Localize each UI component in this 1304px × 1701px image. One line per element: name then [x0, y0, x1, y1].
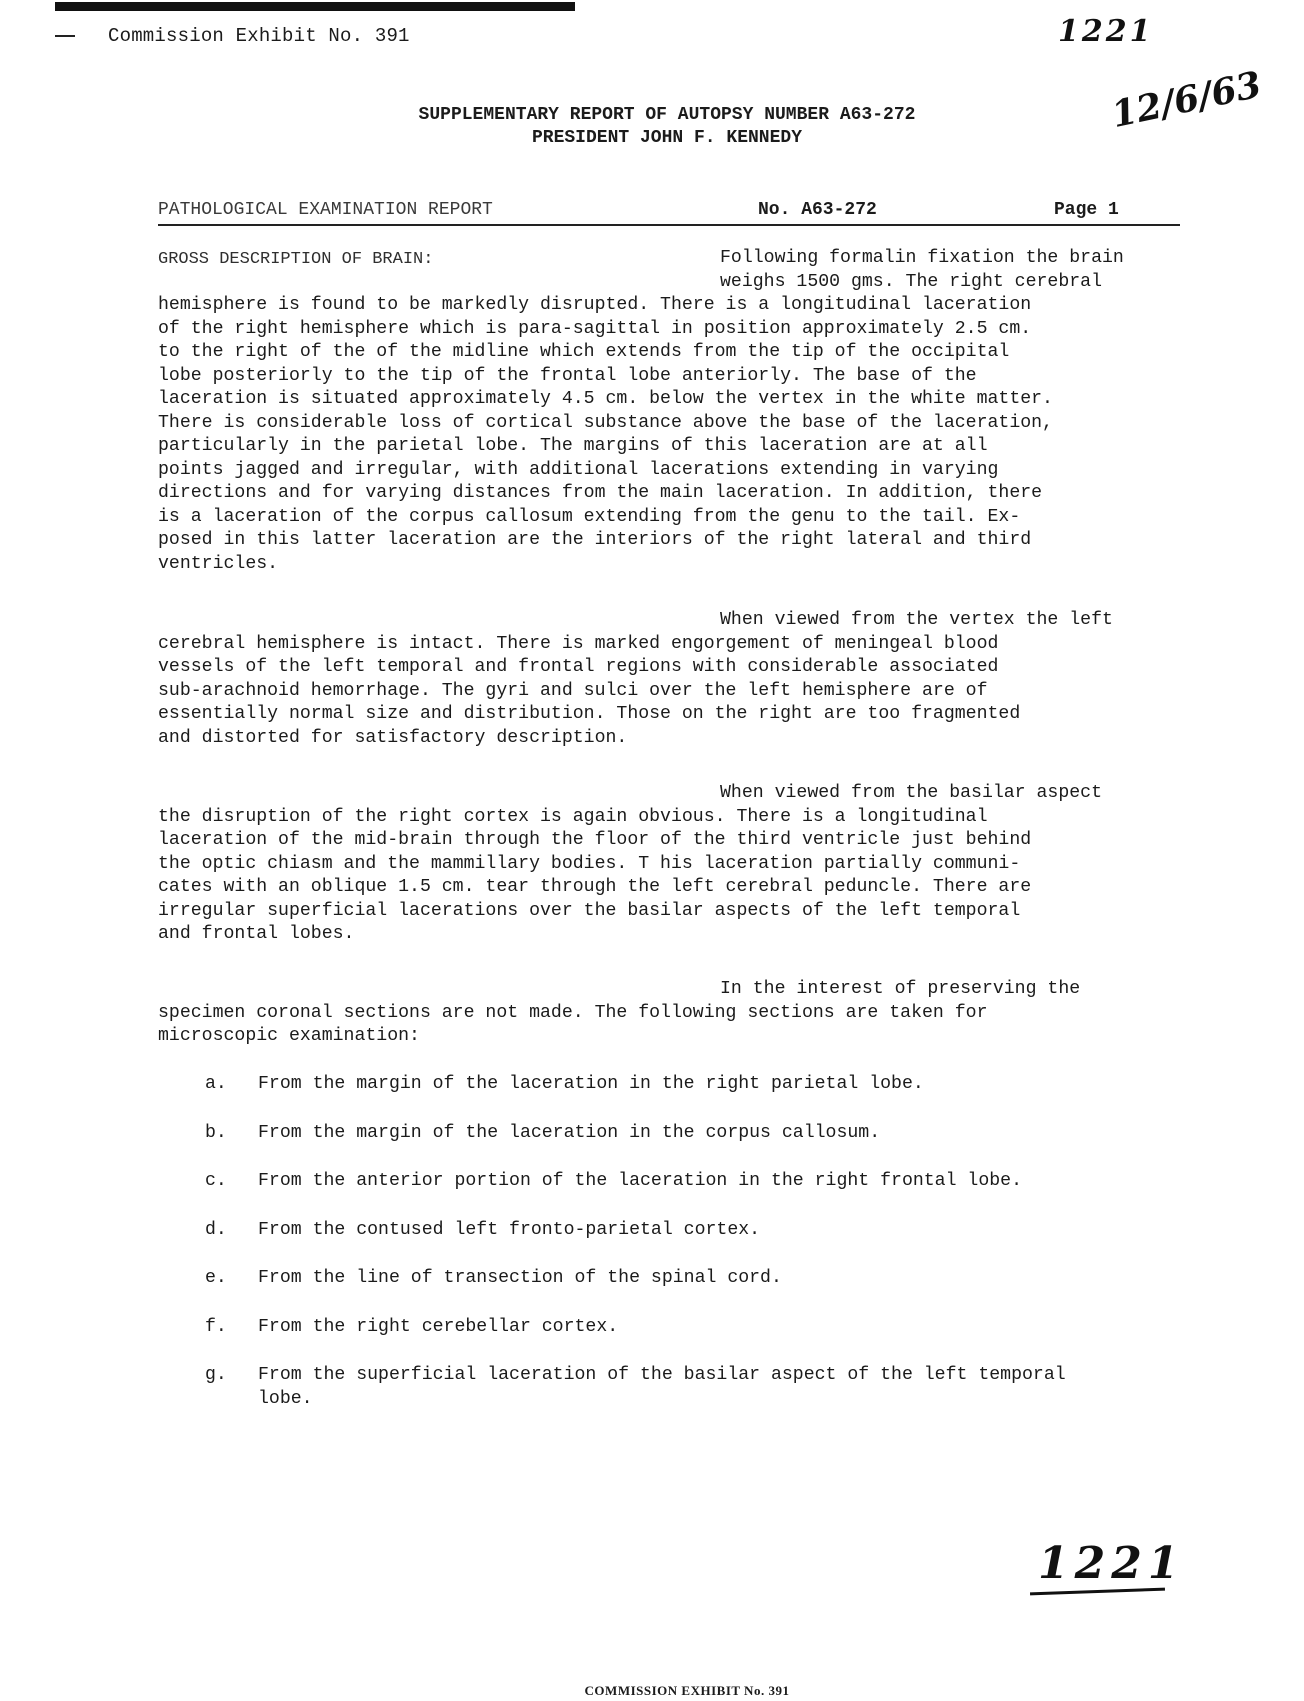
list-item-text: From the superficial laceration of the basilar aspect of the left temporal lobe. [258, 1365, 1066, 1409]
handwritten-page-number-bottom: 1221 [1038, 1538, 1185, 1589]
list-item-letter: b. [205, 1122, 227, 1143]
list-item-letter: a. [205, 1074, 227, 1094]
top-black-bar [55, 2, 575, 11]
paragraph-3 [158, 782, 1183, 947]
paragraph-4 [158, 978, 1183, 1049]
list-item [205, 1073, 1185, 1097]
list-item-text: From the margin of the laceration in the right parietal lobe. [258, 1074, 924, 1094]
handwritten-page-number-top: 1221 [1058, 14, 1154, 49]
list-item [205, 1267, 1185, 1291]
paragraph-2-lead: When viewed from the vertex the left [720, 610, 1113, 630]
page-number: Page 1 [1054, 200, 1119, 220]
section-label: GROSS DESCRIPTION OF BRAIN: [158, 250, 434, 269]
list-item [205, 1170, 1185, 1194]
list-item-letter: d. [205, 1219, 227, 1240]
margin-dash [55, 35, 75, 37]
list-item-text: From the margin of the laceration in the corpus callosum. [258, 1122, 881, 1143]
paragraph-1-lead: Following formalin fixation the brain weighs 1500 gms. The right cerebral [720, 248, 1124, 292]
sections-list [205, 1073, 1185, 1436]
list-item-letter: g. [205, 1365, 227, 1385]
list-item [205, 1316, 1185, 1340]
list-item-text: From the line of transection of the spinal cord. [258, 1268, 782, 1288]
handwritten-date: 12/6/63 [1108, 63, 1265, 137]
paragraph-4-body: specimen coronal sections are not made. The following sections are taken for microscopic examination: [158, 1002, 988, 1046]
list-item-letter: e. [205, 1268, 227, 1288]
list-item-letter: f. [205, 1316, 227, 1337]
list-item-text: From the anterior portion of the laceration in the right frontal lobe. [258, 1171, 1022, 1191]
list-item-letter: c. [205, 1171, 227, 1191]
footer-exhibit-label: COMMISSION EXHIBIT No. 391 [584, 1683, 790, 1698]
report-number: No. A63-272 [758, 200, 877, 220]
list-item-text: From the contused left fronto-parietal cortex. [258, 1219, 761, 1240]
report-heading [0, 104, 1304, 150]
paragraph-2 [158, 609, 1183, 750]
paragraph-3-body: the disruption of the right cortex is again obvious. There is a longitudinal laceration of the mid-brain through the floor of the third ventricle just behind the optic chiasm and the mammillary bodies. T his laceration partially communi- cates with an oblique 1.5 cm. tear through the left cerebral peduncle. There are irregular superficial lacerations over the basilar aspects of the left temporal and frontal lobes. [158, 806, 1032, 944]
paragraph-1-body: hemisphere is found to be markedly disrupted. There is a longitudinal laceration of the right hemisphere which is para-sagittal in position approximately 2.5 cm. to the right of the of the midline which extends from the tip of the occipital lobe posteriorly to the tip of the frontal lobe anteriorly. The base of the laceration is situated approximately 4.5 cm. below the vertex in the white matter. There is considerable loss of cortical substance above the base of the laceration, particularly in the parietal lobe. The margins of this laceration are at all points jagged and irregular, with additional lacerations extending in varying directions and for varying distances from the main laceration. In addition, there is a laceration of the corpus callosum extending from the genu to the tail. Ex- posed in this latter laceration are the interiors of the right lateral and third ventricles. [158, 295, 1053, 574]
header-rule [158, 224, 1180, 226]
list-item-text: From the right cerebellar cortex. [258, 1316, 619, 1337]
paragraph-1 [158, 247, 1183, 576]
list-item [205, 1364, 1185, 1411]
paragraph-3-lead: When viewed from the basilar aspect [720, 783, 1102, 803]
paragraph-4-lead: In the interest of preserving the [720, 979, 1081, 999]
exhibit-label-top: Commission Exhibit No. 391 [108, 25, 410, 47]
heading-line-1: SUPPLEMENTARY REPORT OF AUTOPSY NUMBER A63-272 [418, 105, 916, 125]
heading-line-2: PRESIDENT JOHN F. KENNEDY [531, 128, 803, 148]
list-item [205, 1122, 1185, 1146]
list-item [205, 1219, 1185, 1243]
paragraph-2-body: cerebral hemisphere is intact. There is marked engorgement of meningeal blood vessels of the left temporal and frontal regions with considerable associated sub-arachnoid hemorrhage. The gyri and sulci over the left hemisphere are of essentially normal size and distribution. Those on the right are too fragmented and distorted for satisfactory description. [158, 633, 1021, 748]
report-title: PATHOLOGICAL EXAMINATION REPORT [158, 200, 493, 220]
